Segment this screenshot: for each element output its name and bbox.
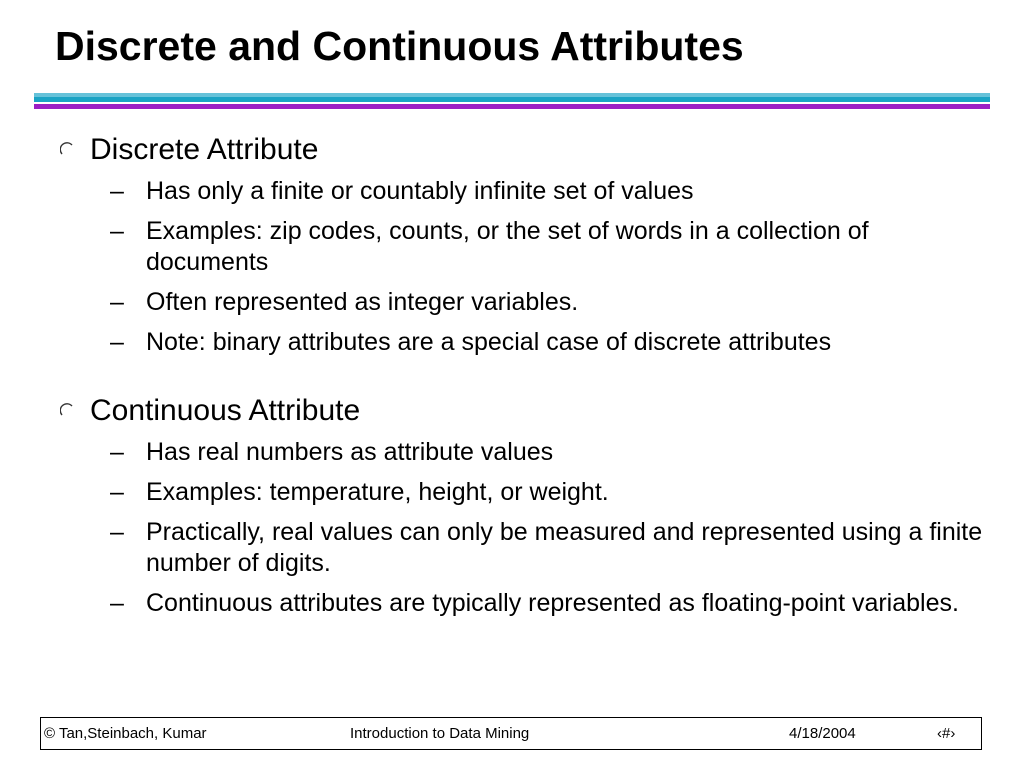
main-bullet-text: Discrete Attribute	[90, 133, 319, 166]
sub-bullet	[58, 216, 988, 278]
slide-footer	[40, 717, 982, 750]
sub-bullet-text: Continuous attributes are typically represented as floating-point variables.	[146, 589, 959, 617]
sub-bullet	[58, 327, 988, 358]
sub-bullet	[58, 437, 988, 468]
sub-bullet-list	[58, 176, 988, 358]
dash-marker: –	[110, 328, 124, 356]
sub-bullet-text: Often represented as integer variables.	[146, 288, 579, 316]
dash-marker: –	[110, 438, 124, 466]
sub-bullet-text: Note: binary attributes are a special case of discrete attributes	[146, 328, 832, 356]
section-discrete-attribute	[58, 130, 988, 358]
footer-page-number: ‹#›	[937, 725, 956, 742]
section-continuous-attribute	[58, 391, 988, 619]
sub-bullet-list	[58, 437, 988, 619]
main-bullet	[58, 130, 988, 170]
main-bullet	[58, 391, 988, 431]
sub-bullet	[58, 176, 988, 207]
dash-marker: –	[110, 589, 124, 617]
sub-bullet-text: Has only a finite or countably infinite set of values	[146, 177, 694, 205]
slide-content	[58, 130, 988, 619]
dash-marker: –	[110, 217, 124, 245]
dash-marker: –	[110, 478, 124, 506]
sub-bullet	[58, 287, 988, 318]
dash-marker: –	[110, 288, 124, 316]
hollow-circle-icon	[58, 391, 90, 431]
dash-marker: –	[110, 518, 124, 546]
sub-bullet-text: Examples: temperature, height, or weight.	[146, 478, 609, 506]
hollow-circle-icon	[58, 130, 90, 170]
dash-marker: –	[110, 177, 124, 205]
title-rule-purple	[34, 104, 990, 109]
sub-bullet	[58, 477, 988, 508]
main-bullet-text: Continuous Attribute	[90, 394, 361, 427]
footer-copyright: © Tan,Steinbach, Kumar	[44, 725, 207, 742]
sub-bullet	[58, 517, 988, 579]
sub-bullet-text: Examples: zip codes, counts, or the set of words in a collection of documents	[146, 217, 869, 276]
footer-date: 4/18/2004	[789, 725, 856, 742]
sub-bullet-text: Practically, real values can only be measured and represented using a finite number of digits.	[146, 518, 983, 577]
sub-bullet	[58, 588, 988, 619]
footer-course-title: Introduction to Data Mining	[350, 725, 530, 742]
slide-title: Discrete and Continuous Attributes	[55, 23, 744, 69]
sub-bullet-text: Has real numbers as attribute values	[146, 438, 554, 466]
